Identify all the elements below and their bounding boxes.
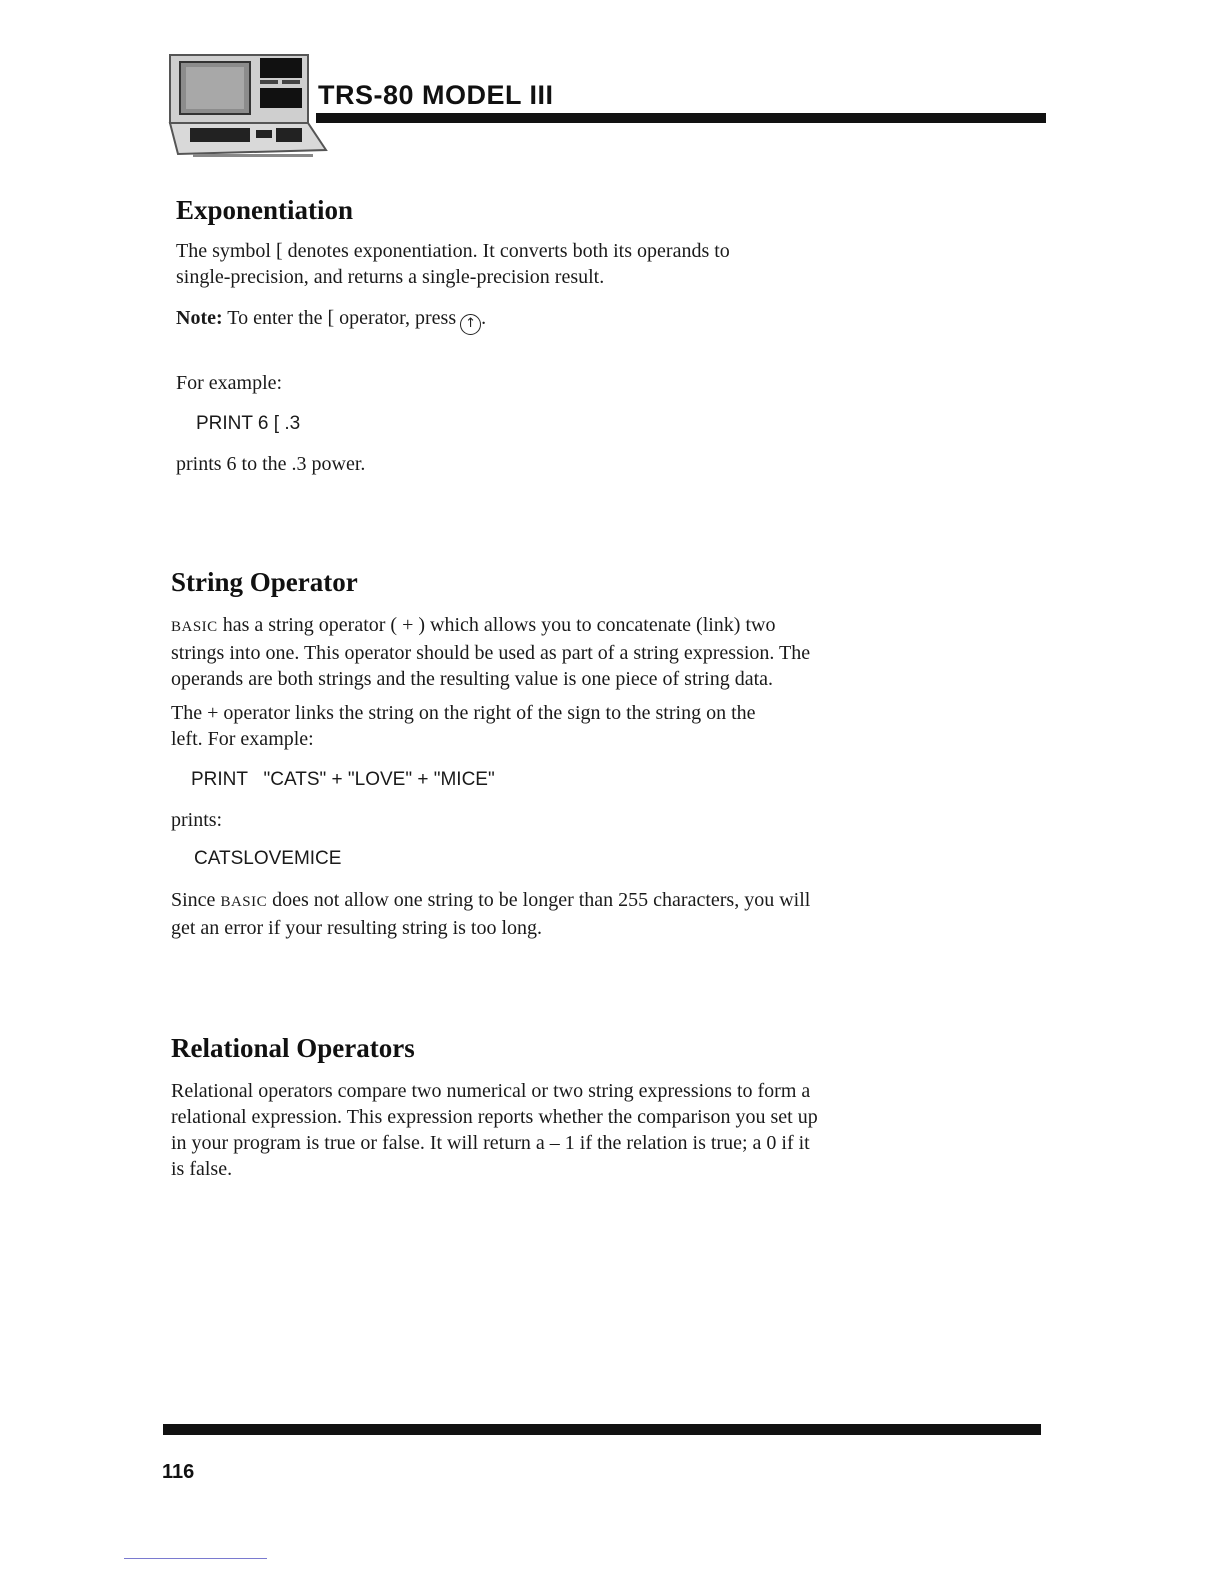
- string-p3-line1: does not allow one string to be longer than 255 characters, you will: [267, 889, 811, 911]
- string-p1-line1: has a string operator ( + ) which allows you to concatenate (link) two: [217, 614, 776, 636]
- relational-line2: relational expression. This expression reports whether the comparison you set up: [171, 1106, 818, 1128]
- prints-label: prints:: [171, 809, 223, 831]
- relational-line3: in your program is true or false. It will return a – 1 if the relation is true; a 0 if it: [171, 1132, 810, 1154]
- string-paragraph-1: [171, 612, 810, 692]
- string-code: PRINT "CATS" + "LOVE" + "MICE": [191, 769, 495, 790]
- string-output: CATSLOVEMICE: [194, 848, 342, 869]
- relational-line1: Relational operators compare two numerical or two string expressions to form a: [171, 1080, 811, 1102]
- string-p3-start: Since: [171, 889, 221, 911]
- string-paragraph-2: [171, 700, 756, 752]
- footer-rule: [163, 1424, 1041, 1435]
- string-operator-heading: String Operator: [171, 567, 358, 597]
- string-paragraph-3: [171, 887, 810, 941]
- relational-paragraph: [171, 1078, 818, 1182]
- string-p2-line2: left. For example:: [171, 728, 314, 750]
- basic-term: BASIC: [220, 894, 268, 910]
- example-intro: For example:: [176, 372, 283, 394]
- exponentiation-heading: Exponentiation: [176, 195, 354, 225]
- exponent-result: prints 6 to the .3 power.: [176, 453, 366, 475]
- exp-p1-line2: single-precision, and returns a single-precision result.: [176, 266, 605, 288]
- note-end: .: [481, 307, 487, 329]
- exp-p1-line1: The symbol [ denotes exponentiation. It converts both its operands to: [176, 240, 730, 262]
- header-title: TRS-80 MODEL III: [318, 80, 554, 110]
- note-label: Note:: [176, 307, 223, 329]
- string-p3-line2: get an error if your resulting string is too long.: [171, 917, 543, 939]
- string-p2-line1: The + operator links the string on the right of the sign to the string on the: [171, 702, 756, 724]
- up-arrow-key-icon: ↑: [460, 314, 481, 335]
- exponent-code: PRINT 6 [ .3: [196, 413, 301, 434]
- relational-heading: Relational Operators: [171, 1033, 415, 1063]
- basic-term: BASIC: [171, 619, 218, 635]
- string-p1-line3: operands are both strings and the resulting value is one piece of string data.: [171, 668, 774, 690]
- footer-divider: [124, 1558, 267, 1559]
- computer-image: [168, 50, 328, 160]
- exponentiation-paragraph: [176, 238, 730, 290]
- relational-line4: is false.: [171, 1158, 233, 1180]
- header-rule: [316, 113, 1046, 123]
- exponentiation-note: [176, 305, 486, 335]
- page-number: 116: [162, 1461, 195, 1483]
- note-text: To enter the [ operator, press: [222, 307, 457, 329]
- string-p1-line2: strings into one. This operator should be used as part of a string expression. The: [171, 642, 811, 664]
